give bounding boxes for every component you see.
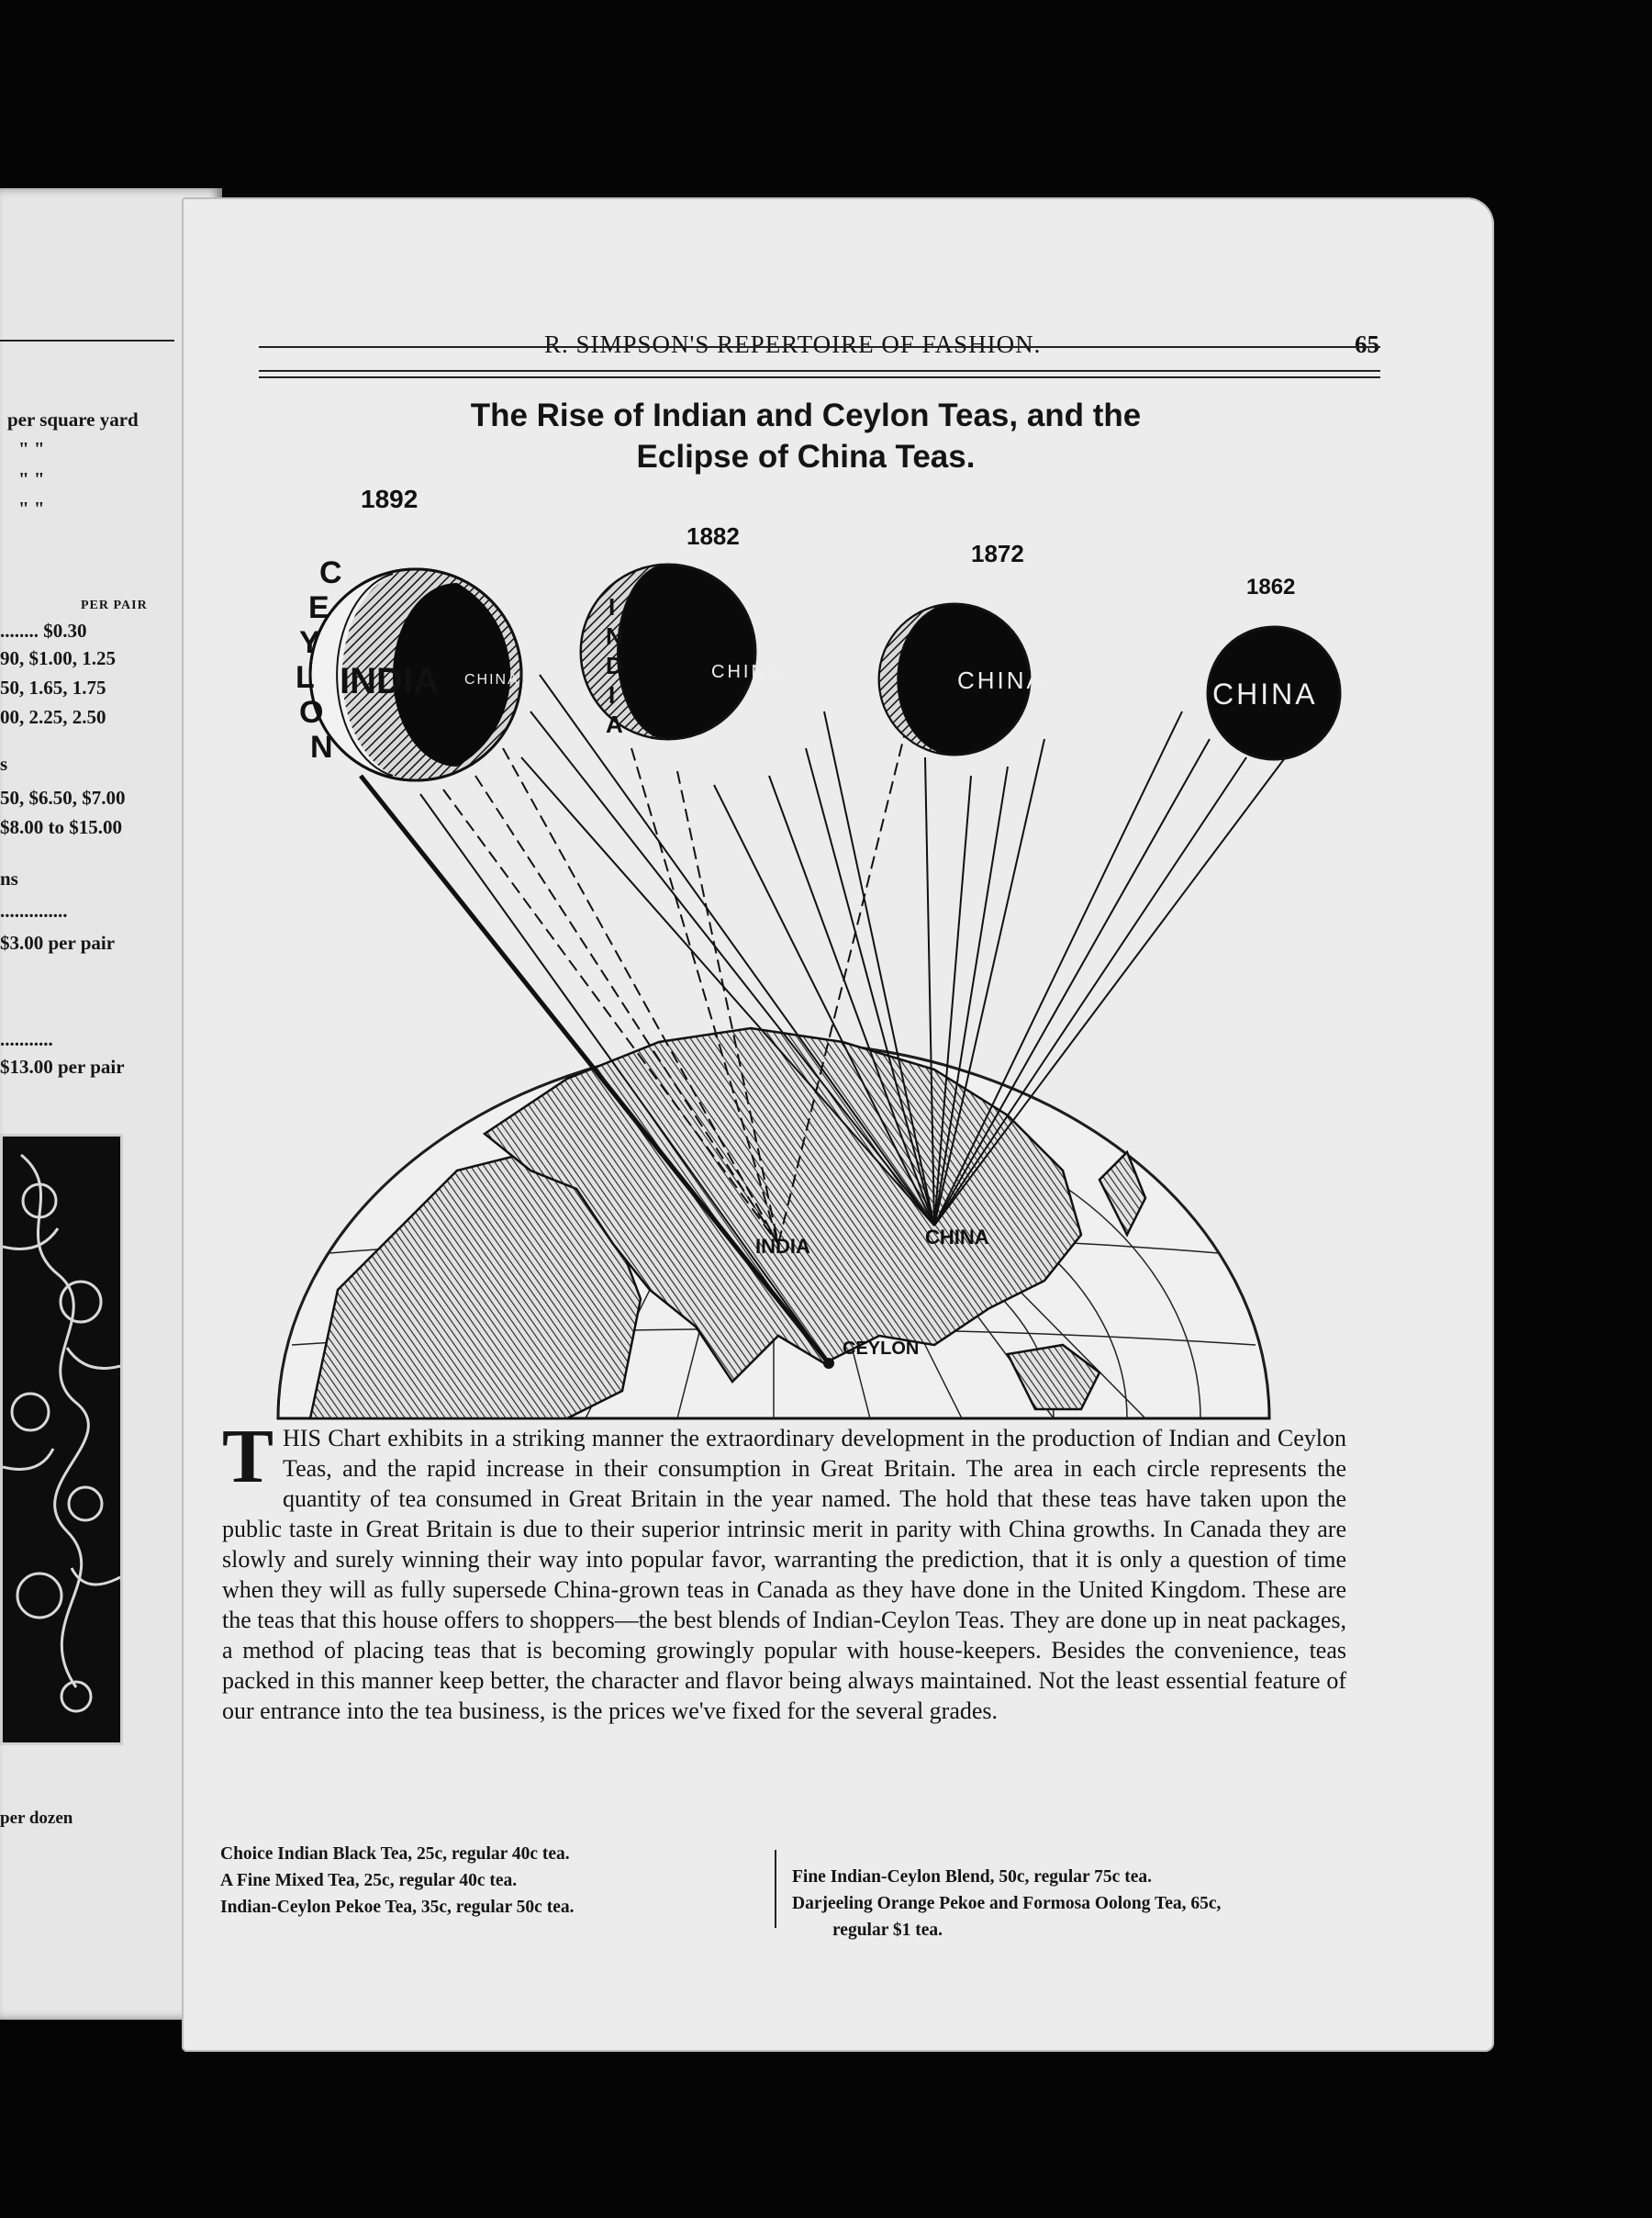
left-page-line: $13.00 per pair [0, 1056, 125, 1078]
body-paragraph [222, 1414, 1346, 1726]
left-page-line: per square yard [7, 409, 139, 431]
price-item: Indian-Ceylon Pekoe Tea, 35c, regular 50c tea. [220, 1898, 575, 1917]
circle-label-china: CHINA [1212, 678, 1318, 711]
left-page-line: .............. [0, 900, 68, 922]
left-page-line: 90, $1.00, 1.25 [0, 647, 116, 669]
price-list-right [792, 1864, 1221, 1944]
left-page-line: $3.00 per pair [0, 932, 116, 954]
left-page-line: ns [0, 868, 18, 890]
price-item: regular $1 tea. [832, 1921, 943, 1940]
left-page-line: 50, $6.50, $7.00 [0, 787, 126, 809]
price-item: Choice Indian Black Tea, 25c, regular 40c tea. [220, 1844, 570, 1864]
price-item: Darjeeling Orange Pekoe and Formosa Oolong Tea, 65c, [792, 1894, 1222, 1913]
year-label-1882: 1882 [686, 522, 740, 550]
circle-label-china: CHINA [957, 667, 1045, 694]
headline-line: Eclipse of China Teas. [636, 439, 976, 475]
running-title: R. SIMPSON'S REPERTOIRE OF FASHION. [544, 330, 1042, 358]
left-page-line: ........ $0.30 [0, 620, 87, 642]
headline-line: The Rise of Indian and Ceylon Teas, and the [470, 398, 1142, 433]
circle-label-china: CHINA [464, 672, 519, 688]
year-label-1872: 1872 [971, 540, 1024, 567]
left-page-line: s [0, 753, 8, 775]
price-item: A Fine Mixed Tea, 25c, regular 40c tea. [220, 1871, 518, 1890]
floral-ornament-image [0, 1134, 123, 1745]
floral-ornament-drawing [3, 1137, 120, 1742]
tea-consumption-illustration [182, 197, 1494, 1428]
left-page-line: " " [18, 438, 45, 460]
year-label-1862: 1862 [1246, 575, 1296, 599]
left-page-line: " " [18, 498, 45, 520]
price-item: Fine Indian-Ceylon Blend, 50c, regular 75c tea. [792, 1867, 1152, 1887]
left-page-line: PER PAIR [81, 599, 148, 612]
left-page-line: ........... [0, 1028, 53, 1050]
map-label-india: INDIA [755, 1235, 810, 1258]
circle-label-ceylon-vertical: C E Y L O N [296, 555, 342, 765]
body-paragraph-text: HIS Chart exhibits in a striking manner the extraordinary development in the production of Indian and Ceylon Teas, and the rapid increase in their consumption in Great Britain. The area in each circle represents the quantity of tea consumed in Great Britain in the year named. The hold that these teas have taken upon the public taste in Great Britain is due to their superior intrinsic merit in parity with China growths. In Canada they are slowly and surely winning their way into popular favor, warranting the prediction, that it is only a question of time when they will as fully supersede China-grown teas in Canada as they have done in the United Kingdom. These are the teas that this house offers to shoppers—the best blends of Indian-Ceylon Teas. They are done up in neat packages, a method of placing teas that is becoming growingly popular with house-keepers. Besides the convenience, teas packed in this manner keep better, the character and flavor being always maintained. Not the least essential feature of our entrance into the tea business, is the prices we've fixed for the several grades. [222, 1425, 1346, 1724]
circle-label-india: INDIA [340, 661, 440, 701]
left-page-line: 00, 2.25, 2.50 [0, 706, 106, 728]
left-page-line: 50, 1.65, 1.75 [0, 677, 106, 699]
circle-label-india-vertical: I N D I A [606, 593, 623, 738]
circle-label-china: CHINA [711, 662, 783, 682]
hemisphere-map [278, 1028, 1269, 1418]
magazine-page [182, 197, 1494, 2052]
price-list-left [220, 1841, 574, 1921]
left-page-line: per dozen [0, 1809, 73, 1828]
column-divider [775, 1850, 776, 1928]
left-page-line: $8.00 to $15.00 [0, 816, 122, 838]
left-page-line: " " [18, 468, 45, 490]
left-page-rule [0, 340, 174, 342]
page-number: 65 [1355, 330, 1379, 358]
map-label-china: CHINA [925, 1226, 989, 1249]
map-label-ceylon: CEYLON [843, 1339, 920, 1359]
drop-cap: T [222, 1414, 274, 1499]
year-label-1892: 1892 [361, 485, 419, 513]
